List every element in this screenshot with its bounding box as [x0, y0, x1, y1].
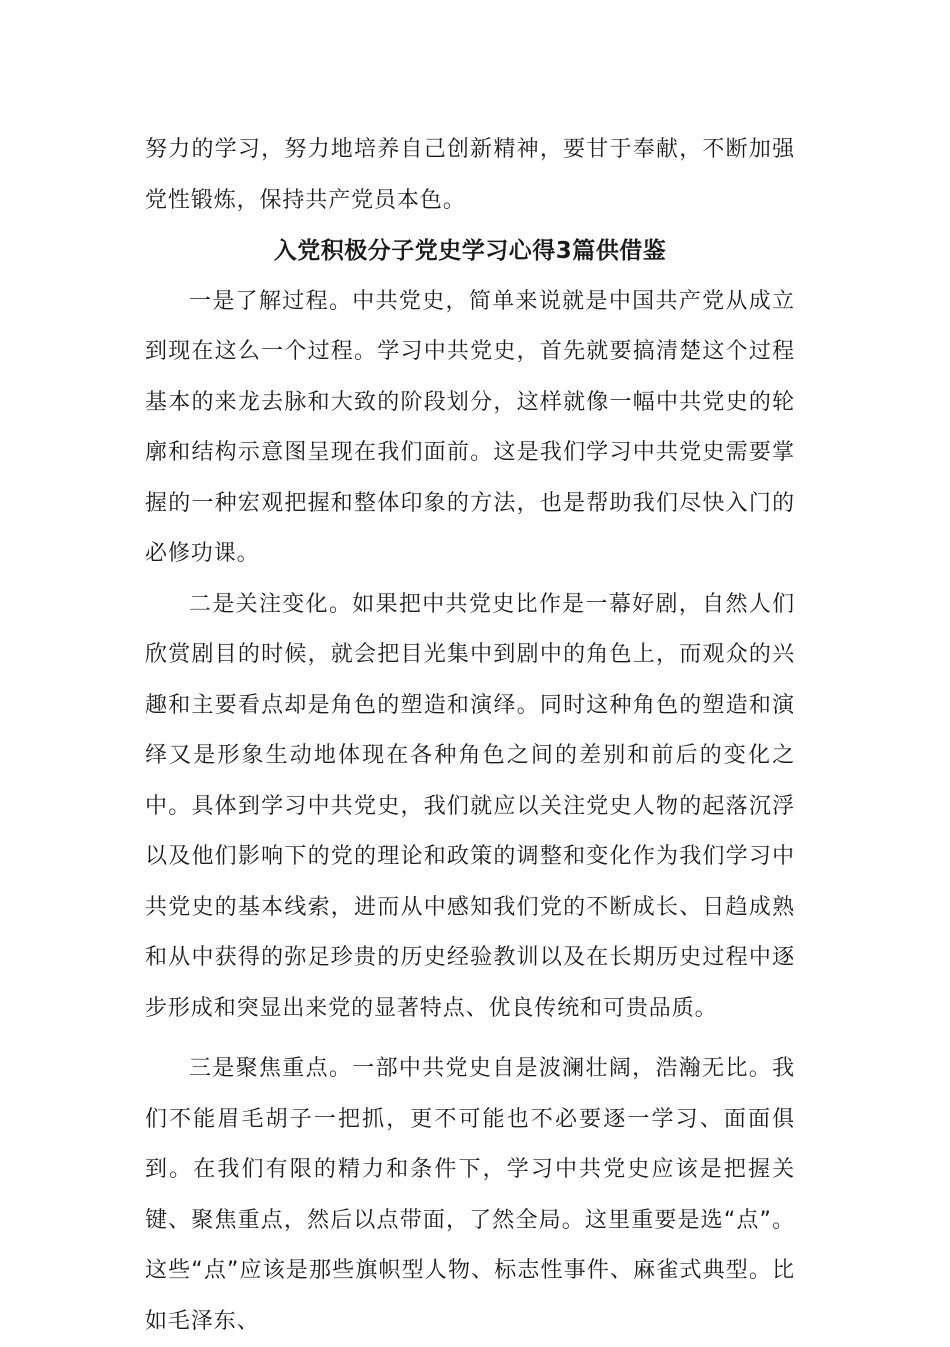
paragraph-understand-process: 一是了解过程。中共党史，简单来说就是中国共产党从成立到现在这么一个过程。学习中共党史，首先就要搞清楚这个过程基本的来龙去脉和大致的阶段划分，这样就像一幅中共党史的轮廓和结构示意图呈现在我们面前。这是我们学习中共党史需要掌握的一种宏观把握和整体印象的方法，也是帮助我们尽快入门的必修功课。: [145, 288, 795, 566]
paragraph-focus-on-changes: 二是关注变化。如果把中共党史比作是一幕好剧，自然人们欣赏剧目的时候，就会把目光集中到剧中的角色上，而观众的兴趣和主要看点却是角色的塑造和演绎。同时这种角色的塑造和演绎又是形象生动地体现在各种角色之间的差别和前后的变化之中。具体到学习中共党史，我们就应以关注党史人物的起落沉浮以及他们影响下的党的理论和政策的调整和变化作为我们学习中共党史的基本线索，进而从中感知我们党的不断成长、日趋成熟和从中获得的弥足珍贵的历史经验教训以及在长期历史过程中逐步形成和突显出来党的显著特点、优良传统和可贵品质。: [145, 591, 795, 1021]
intro-paragraph: 努力的学习，努力地培养自己创新精神，要甘于奉献，不断加强党性锻炼，保持共产党员本色。: [145, 137, 795, 213]
document-body: [145, 125, 795, 1347]
document-title: 入党积极分子党史学习心得3篇供借鉴: [273, 238, 667, 264]
paragraph-focus-on-key-points: 三是聚焦重点。一部中共党史自是波澜壮阔，浩瀚无比。我们不能眉毛胡子一把抓，更不可能也不必要逐一学习、面面俱到。在我们有限的精力和条件下，学习中共党史应该是把握关键、聚焦重点，然后以点带面，了然全局。这里重要是选“点”。这些“点”应该是那些旗帜型人物、标志性事件、麻雀式典型。比如毛泽东、: [145, 1056, 795, 1334]
